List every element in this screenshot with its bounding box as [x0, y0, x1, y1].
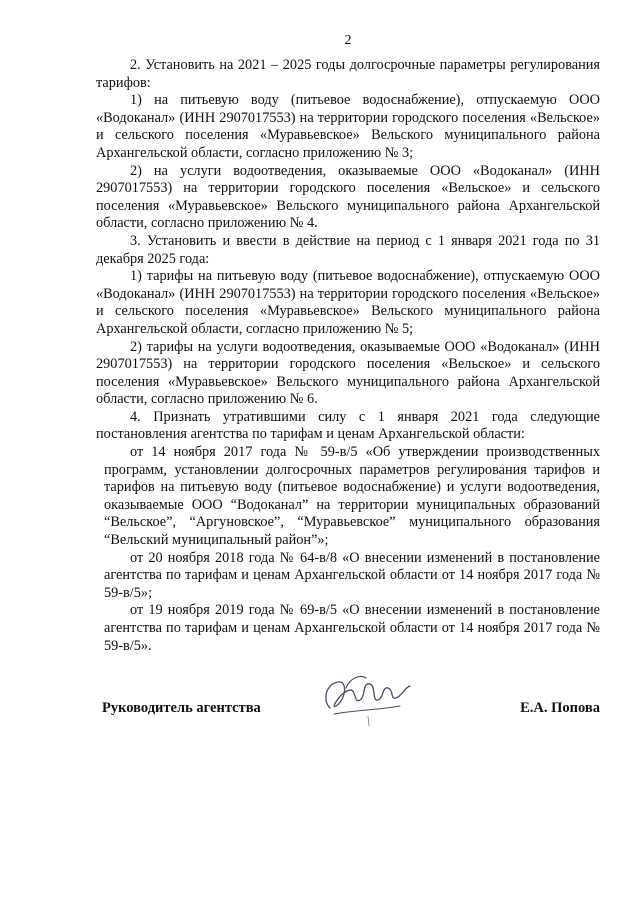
repealed-resolution-2: от 20 ноября 2018 года № 64-в/8 «О внесении изменений в постановление агентства по тарифам и ценам Архангельской области от 14 ноября 2017 года № 59-в/5»;: [104, 549, 600, 601]
paragraph-2: 2. Установить на 2021 – 2025 годы долгосрочные параметры регулирования тарифов:: [96, 57, 600, 91]
signatory-title: Руководитель агентства: [102, 700, 261, 716]
page-number: 2: [344, 33, 352, 48]
signature-block: [102, 666, 600, 736]
paragraph-2-item-1: 1) на питьевую воду (питьевое водоснабжение), отпускаемую ООО «Водоканал» (ИНН 2907017553) на территории городского поселения «Вельское» и сельского поселения «Муравьевское» Вельского муниципального района Архангельской области, согласно приложению № 3;: [96, 92, 600, 161]
paragraph-3-item-2: 2) тарифы на услуги водоотведения, оказываемые ООО «Водоканал» (ИНН 2907017553) на территории городского поселения «Вельское» и сельского поселения «Муравьевское» Вельского муниципального района Архангельской области, согласно приложению № 6.: [96, 338, 600, 408]
paragraph-2-item-2: 2) на услуги водоотведения, оказываемые ООО «Водоканал» (ИНН 2907017553) на территории городского поселения «Вельское» и сельского поселения «Муравьевское» Вельского муниципального района Архангельской области, согласно приложению № 4.: [96, 162, 600, 232]
paragraph-4: 4. Признать утратившими силу с 1 января 2021 года следующие постановления агентства по тарифам и ценам Архангельской области:: [96, 408, 600, 443]
handwritten-signature: [316, 670, 416, 728]
repealed-resolution-1: от 14 ноября 2017 года № 59-в/5 «Об утверждении производственных программ, установлении долгосрочных параметров регулирования тарифов и тарифов на питьевую воду (питьевое водоснабжение) и услуги водоотведения, оказываемые ООО “Водоканал” на территории муниципальных образований “Вельское”, “Аргуновское”, “Муравьевское” муниципального образования “Вельский муниципальный район”»;: [104, 444, 600, 549]
paragraph-3-item-1: 1) тарифы на питьевую воду (питьевое водоснабжение), отпускаемую ООО «Водоканал» (ИНН 2907017553) на территории городского поселения «Вельское» и сельского поселения «Муравьевское» Вельского муниципального района Архангельской области, согласно приложению № 5;: [96, 268, 600, 337]
paragraph-3: 3. Установить и ввести в действие на период с 1 января 2021 года по 31 декабря 2025 года:: [96, 232, 600, 267]
signatory-name: Е.А. Попова: [520, 700, 600, 716]
repealed-resolution-3: от 19 ноября 2019 года № 69-в/5 «О внесении изменений в постановление агентства по тарифам и ценам Архангельской области от 14 ноября 2017 года № 59-в/5».: [104, 602, 600, 654]
